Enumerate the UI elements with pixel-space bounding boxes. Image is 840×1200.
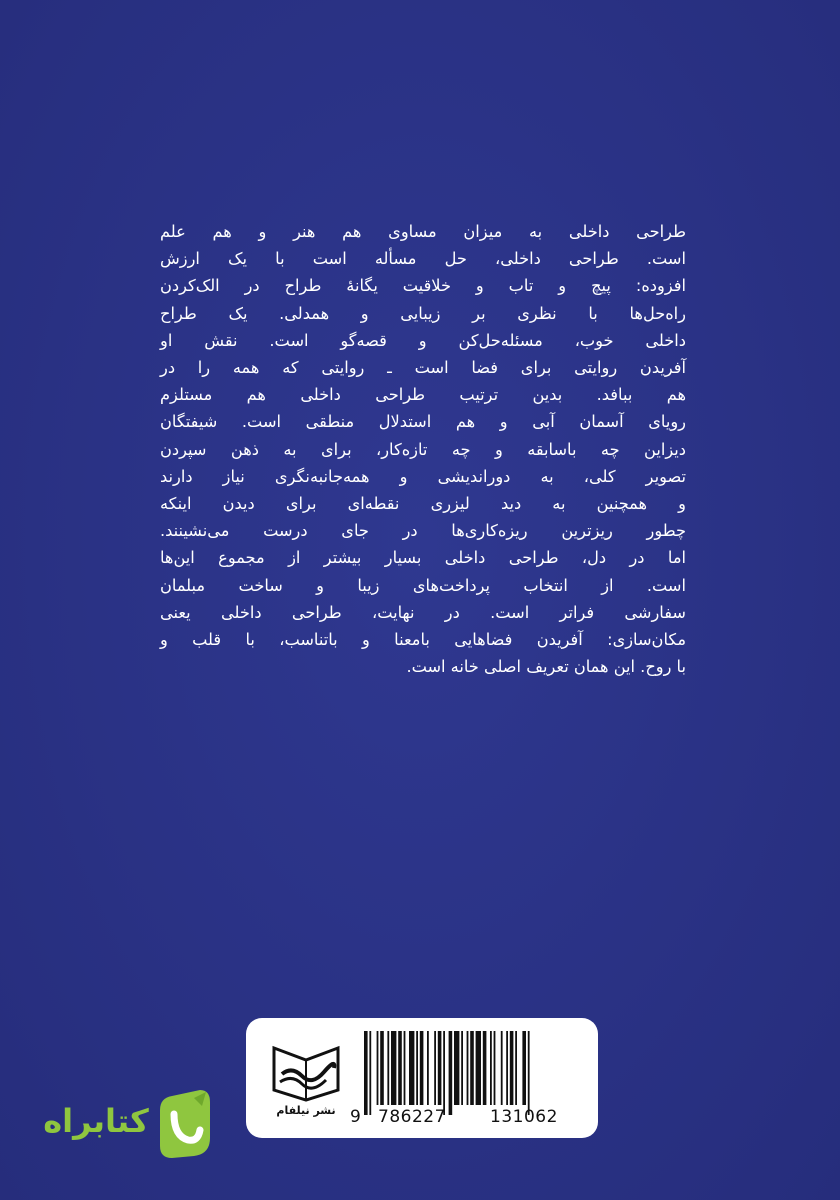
isbn-right-group: 131062 — [490, 1107, 558, 1127]
blurb-line: رویای آسمان آبی و هم استدلال منطقی است. شیفتگان — [160, 412, 686, 432]
blurb-line: طراحی داخلی به میزان مساوی هم هنر و هم علم — [160, 222, 686, 241]
blurb-line: تصویر کلی، به دوراندیشی و همه‌جانبه‌نگری نیاز دارند — [160, 466, 686, 486]
blurb-line: افزوده: پیچ و تاب و خلاقیت یگانهٔ طراح در الک‌کردن — [160, 276, 686, 296]
blurb-line: مکان‌سازی: آفریدن فضاهایی بامعنا و باتناسب، با قلب و — [160, 630, 686, 650]
barcode-bar — [449, 1031, 453, 1115]
blurb-line: اما در دل، طراحی داخلی بسیار بیشتر از مجموع این‌ها — [160, 548, 686, 568]
publisher-name: نشر نیلفام — [276, 1104, 336, 1117]
barcode-bars — [364, 1031, 580, 1115]
barcode-bar — [483, 1031, 487, 1105]
barcode-bar — [387, 1031, 389, 1105]
brand-name: کتابراه — [43, 1102, 149, 1140]
blurb-line: راه‌حل‌ها با نظری بر زیبایی و همدلی. یک طراح — [160, 303, 686, 323]
barcode-bar — [438, 1031, 442, 1105]
barcode-bar — [380, 1031, 384, 1105]
barcode-bar — [528, 1031, 530, 1115]
barcode-bar — [501, 1031, 503, 1105]
isbn-barcode-card — [246, 1018, 598, 1138]
barcode-bar — [369, 1031, 371, 1115]
barcode-bar — [434, 1031, 436, 1105]
barcode-bar — [398, 1031, 402, 1105]
barcode-bar — [522, 1031, 526, 1105]
barcode-bar — [391, 1031, 396, 1105]
barcode-bar — [510, 1031, 514, 1105]
barcode-bar — [490, 1031, 492, 1105]
isbn-left-group: 786227 — [378, 1107, 446, 1127]
blurb-text — [160, 218, 686, 680]
barcode-bar — [506, 1031, 508, 1105]
blurb-line: هم ببافد. بدین ترتیب طراحی داخلی هم مستلزم — [160, 385, 686, 405]
barcode-bar — [409, 1031, 414, 1105]
barcode-bar — [416, 1031, 418, 1105]
barcode-bar — [515, 1031, 517, 1105]
barcode-bar — [404, 1031, 406, 1105]
barcode-bar — [467, 1031, 469, 1105]
barcode-bar — [427, 1031, 429, 1105]
barcode-bar — [377, 1031, 379, 1105]
barcode-bar — [443, 1031, 445, 1115]
blurb-line: آفریدن روایتی برای فضا است ـ روایتی که همه را در — [160, 358, 686, 378]
blurb-line: و همچنین به دید لیزری نقطه‌ای برای دیدن اینکه — [160, 494, 686, 514]
blurb-line: است. طراحی داخلی، حل مسأله است با یک ارزش — [160, 249, 686, 269]
blurb-line: سفارشی فراتر است. در نهایت، طراحی داخلی یعنی — [160, 602, 686, 622]
barcode-bar — [364, 1031, 368, 1115]
barcode-bar — [454, 1031, 459, 1105]
barcode-bar — [470, 1031, 474, 1105]
blurb-line: دیزاین چه باسابقه و چه تازه‌کار، برای به ذهن سپردن — [160, 439, 686, 459]
blurb-line: است. از انتخاب پرداخت‌های زیبا و ساخت مبلمان — [160, 575, 686, 595]
barcode-bar — [461, 1031, 463, 1105]
brand-logo — [40, 1088, 214, 1160]
barcode-bar — [476, 1031, 481, 1105]
isbn-first-digit: 9 — [350, 1107, 362, 1127]
leaf-k-icon — [154, 1088, 214, 1164]
blurb-line: چطور ریزترین ریزه‌کاری‌ها در جای درست می‌نشینند. — [160, 521, 686, 541]
barcode-bar — [494, 1031, 496, 1105]
barcode-bar — [420, 1031, 424, 1105]
blurb-line: داخلی خوب، مسئله‌حل‌کن و قصه‌گو است. نقش او — [160, 330, 686, 350]
blurb-line: با روح. این همان تعریف اصلی خانه است. — [406, 657, 686, 677]
